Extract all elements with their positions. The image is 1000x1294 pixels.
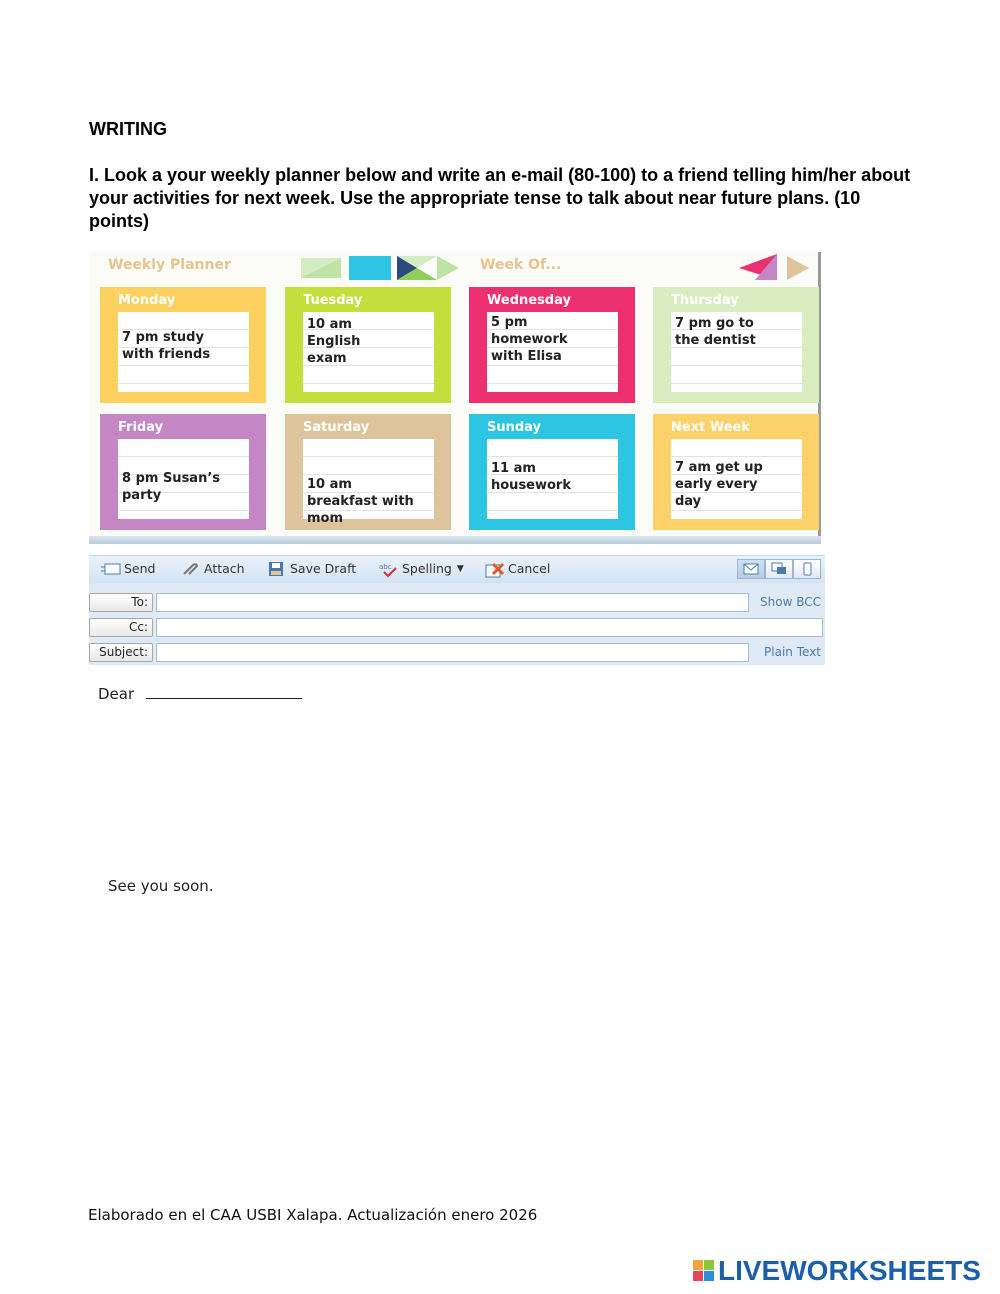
day-activity: 7 pm study with friends (122, 330, 211, 362)
show-bcc-link[interactable]: Show BCC (760, 595, 821, 609)
day-activity: 7 am get up early every day (675, 460, 763, 509)
day-note (487, 312, 618, 392)
paperclip-icon (181, 562, 199, 576)
cancel-icon (485, 562, 503, 576)
cancel-button[interactable] (485, 561, 550, 576)
email-toolbar (89, 555, 825, 583)
im-view-button[interactable] (765, 559, 793, 579)
cc-row (89, 617, 825, 639)
day-note (487, 439, 618, 519)
day-note (118, 439, 249, 519)
subject-row (89, 642, 825, 664)
save-draft-label: Save Draft (290, 561, 357, 576)
day-name: Next Week (671, 420, 750, 435)
liveworksheets-logo (693, 1255, 981, 1287)
day-card-next-week (653, 414, 819, 530)
svg-text:abc: abc (379, 562, 392, 571)
day-name: Tuesday (303, 293, 363, 308)
send-label: Send (124, 561, 156, 576)
cancel-label: Cancel (508, 561, 551, 576)
spellcheck-icon (379, 562, 397, 576)
day-activity: 8 pm Susan’s party (122, 471, 221, 503)
instructions: I. Look a your weekly planner below and write an e-mail (80-100) to a friend telling him/her about your activities for next week. Use the appropriate tense to talk about near future plans. (10 points) (89, 165, 911, 231)
planner-shadow (89, 536, 821, 544)
day-name: Wednesday (487, 293, 571, 308)
day-card-monday (100, 287, 266, 403)
day-card-saturday (285, 414, 451, 530)
floppy-disk-icon (267, 562, 285, 576)
corner-decoration-icon (737, 254, 813, 280)
day-activity: 10 am English exam (307, 317, 361, 366)
to-label: To: (89, 593, 153, 612)
footer-note: Elaborado en el CAA USBI Xalapa. Actualización enero 2026 (88, 1206, 538, 1224)
to-input[interactable] (156, 593, 749, 612)
view-buttons (737, 559, 821, 579)
subject-label: Subject: (89, 643, 153, 662)
email-fields (89, 583, 825, 665)
day-note (671, 312, 802, 392)
save-draft-button[interactable] (267, 561, 356, 576)
greeting: Dear (98, 685, 135, 703)
email-view-button[interactable] (737, 559, 765, 579)
sms-view-button[interactable] (793, 559, 821, 579)
chat-bubble-icon (766, 560, 792, 578)
planner-title: Weekly Planner (108, 257, 231, 273)
subject-input[interactable] (156, 643, 749, 662)
logo-cubes-icon (693, 1260, 715, 1282)
day-note (118, 312, 249, 392)
day-note (303, 312, 434, 392)
recipient-blank[interactable] (146, 698, 302, 699)
day-card-thursday (653, 287, 819, 403)
spelling-label: Spelling (402, 561, 452, 576)
day-note (303, 439, 434, 526)
phone-icon (794, 560, 820, 578)
chevron-down-icon: ▼ (456, 563, 464, 574)
week-of-label: Week Of... (480, 257, 562, 273)
day-card-friday (100, 414, 266, 530)
cc-input[interactable] (156, 618, 823, 637)
logo-text: LIVEWORKSHEETS (718, 1255, 981, 1286)
attach-button[interactable] (181, 561, 245, 576)
day-card-tuesday (285, 287, 451, 403)
day-card-sunday (469, 414, 635, 530)
day-name: Friday (118, 420, 164, 435)
day-name: Monday (118, 293, 176, 308)
day-name: Saturday (303, 420, 370, 435)
day-activity: 7 pm go to the dentist (675, 316, 756, 348)
day-activity: 11 am housework (491, 461, 571, 493)
plain-text-link[interactable]: Plain Text (764, 645, 821, 659)
attach-label: Attach (204, 561, 245, 576)
send-icon (101, 562, 119, 576)
day-activity: 10 am breakfast with mom (307, 477, 414, 526)
send-button[interactable] (101, 561, 155, 576)
cc-label: Cc: (89, 618, 153, 637)
to-row (89, 592, 825, 614)
spelling-button[interactable] (379, 561, 464, 576)
weekly-planner (89, 252, 821, 542)
day-activity: 5 pm homework with Elisa (491, 315, 568, 364)
closing: See you soon. (108, 877, 214, 895)
planner-decoration-icon (301, 254, 461, 280)
day-note (671, 439, 802, 519)
day-card-wednesday (469, 287, 635, 403)
day-name: Thursday (671, 293, 739, 308)
section-heading: WRITING (89, 119, 167, 139)
envelope-icon (738, 560, 764, 578)
day-name: Sunday (487, 420, 542, 435)
